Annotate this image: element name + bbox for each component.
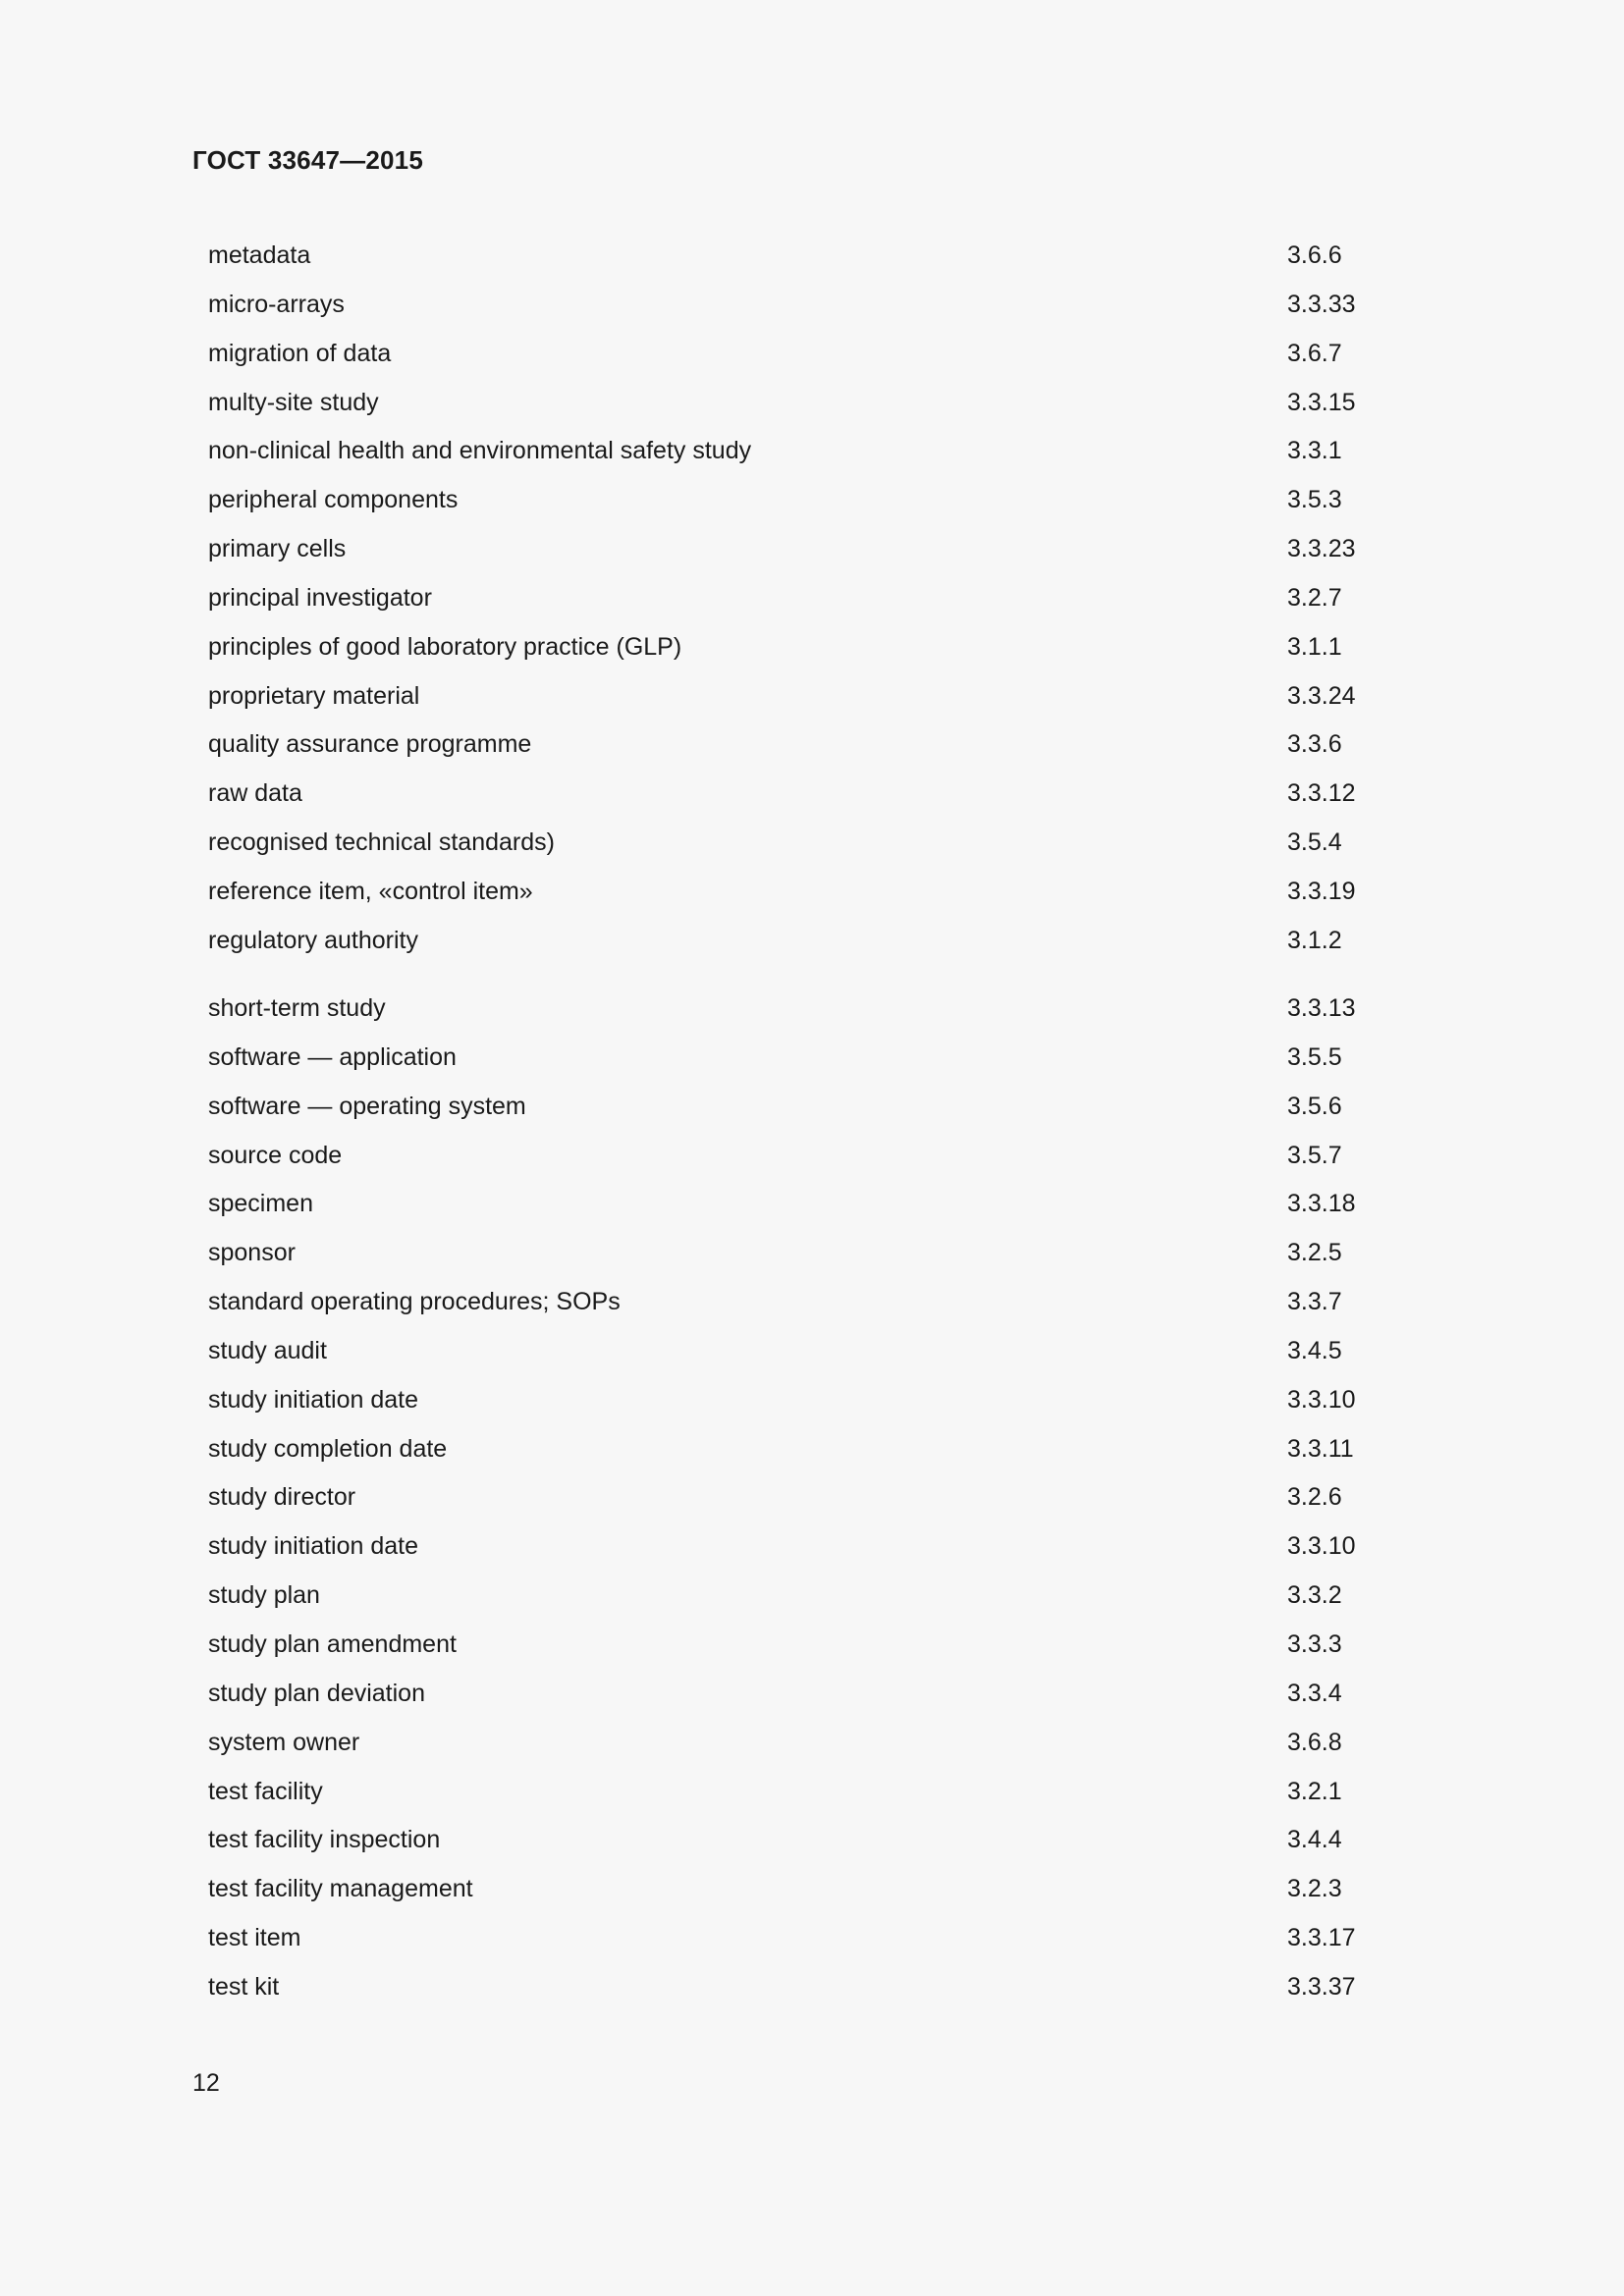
- index-entry: [208, 672, 1406, 721]
- index-entry: [208, 1425, 1406, 1474]
- index-entry: [208, 721, 1406, 770]
- index-reference: 3.3.2: [1287, 1581, 1342, 1610]
- index-entry: [208, 1914, 1406, 1963]
- index-reference: 3.3.24: [1287, 681, 1356, 710]
- index-entry: [208, 1572, 1406, 1621]
- index-term: primary cells: [208, 535, 347, 563]
- index-term: micro-arrays: [208, 290, 345, 318]
- index-term: recognised technical standards): [208, 828, 555, 857]
- index-reference: 3.3.4: [1287, 1679, 1342, 1707]
- index-entry: [208, 770, 1406, 819]
- index-entry: [208, 1963, 1406, 2012]
- index-term: study initiation date: [208, 1385, 419, 1414]
- index-reference: 3.5.5: [1287, 1042, 1342, 1071]
- index-reference: 3.6.6: [1287, 241, 1342, 269]
- index-entry: [208, 1768, 1406, 1817]
- index-entry: [208, 1621, 1406, 1670]
- index-term: study plan: [208, 1581, 320, 1610]
- index-entry: [208, 1376, 1406, 1425]
- index-reference: 3.3.33: [1287, 290, 1356, 318]
- index-term: non-clinical health and environmental safety study: [208, 437, 752, 465]
- index-term: specimen: [208, 1190, 313, 1218]
- index-term: study plan amendment: [208, 1629, 457, 1658]
- index-entry: [208, 868, 1406, 917]
- index-entry: [208, 985, 1406, 1034]
- index-entry: [208, 917, 1406, 966]
- index-reference: 3.3.12: [1287, 779, 1356, 808]
- page-header-title: ГОСТ 33647—2015: [192, 145, 423, 175]
- index-entry: [208, 525, 1406, 574]
- index-reference: 3.3.19: [1287, 877, 1356, 905]
- index-term: migration of data: [208, 339, 392, 367]
- index-reference: 3.1.2: [1287, 926, 1342, 954]
- index-reference: 3.3.15: [1287, 388, 1356, 416]
- index-reference: 3.5.4: [1287, 828, 1342, 857]
- index-term: study completion date: [208, 1434, 448, 1463]
- index-term: multy-site study: [208, 388, 379, 416]
- index-term: test facility management: [208, 1875, 473, 1903]
- index-term: short-term study: [208, 994, 386, 1022]
- index-term: regulatory authority: [208, 926, 419, 954]
- index-reference: 3.2.5: [1287, 1239, 1342, 1267]
- index-term: standard operating procedures; SOPs: [208, 1288, 621, 1316]
- index-entry: [208, 1278, 1406, 1327]
- index-entry: [208, 1229, 1406, 1278]
- index-entry: [208, 1719, 1406, 1768]
- index-reference: 3.6.7: [1287, 339, 1342, 367]
- index-entry: [208, 623, 1406, 672]
- page-number: 12: [192, 2069, 220, 2097]
- index-term: test item: [208, 1924, 301, 1952]
- index-reference: 3.3.7: [1287, 1288, 1342, 1316]
- index-reference: 3.3.17: [1287, 1924, 1356, 1952]
- index-reference: 3.3.6: [1287, 730, 1342, 759]
- index-reference: 3.3.1: [1287, 437, 1342, 465]
- index-entry: [208, 379, 1406, 428]
- index-entry: [208, 232, 1406, 281]
- index-reference: 3.3.13: [1287, 994, 1356, 1022]
- index-term: study initiation date: [208, 1532, 419, 1561]
- term-index-group: [208, 232, 1406, 966]
- index-reference: 3.3.10: [1287, 1532, 1356, 1561]
- index-reference: 3.3.18: [1287, 1190, 1356, 1218]
- index-term: reference item, «control item»: [208, 877, 533, 905]
- index-reference: 3.4.5: [1287, 1336, 1342, 1364]
- index-reference: 3.2.6: [1287, 1483, 1342, 1512]
- index-reference: 3.2.1: [1287, 1777, 1342, 1805]
- index-term: sponsor: [208, 1239, 296, 1267]
- index-term: principal investigator: [208, 583, 432, 612]
- index-reference: 3.3.10: [1287, 1385, 1356, 1414]
- index-reference: 3.6.8: [1287, 1728, 1342, 1756]
- index-term: peripheral components: [208, 486, 459, 514]
- index-term: test facility: [208, 1777, 323, 1805]
- index-term: principles of good laboratory practice (GLP): [208, 632, 682, 661]
- index-entry: [208, 819, 1406, 868]
- index-entry: [208, 1522, 1406, 1572]
- index-term: study plan deviation: [208, 1679, 425, 1707]
- index-reference: 3.2.7: [1287, 583, 1342, 612]
- index-term: metadata: [208, 241, 311, 269]
- index-entry: [208, 427, 1406, 476]
- index-reference: 3.3.11: [1287, 1434, 1354, 1463]
- index-reference: 3.5.7: [1287, 1141, 1342, 1169]
- index-term: quality assurance programme: [208, 730, 532, 759]
- index-term: system owner: [208, 1728, 360, 1756]
- index-entry: [208, 1180, 1406, 1229]
- index-entry: [208, 1034, 1406, 1083]
- index-entry: [208, 1327, 1406, 1376]
- index-entry: [208, 1670, 1406, 1719]
- index-reference: 3.4.4: [1287, 1826, 1342, 1854]
- index-term: proprietary material: [208, 681, 420, 710]
- index-entry: [208, 1865, 1406, 1914]
- index-term: test facility inspection: [208, 1826, 441, 1854]
- index-term: study director: [208, 1483, 356, 1512]
- term-index-group: [208, 985, 1406, 2012]
- index-entry: [208, 574, 1406, 623]
- index-entry: [208, 281, 1406, 330]
- index-entry: [208, 1132, 1406, 1181]
- index-reference: 3.2.3: [1287, 1875, 1342, 1903]
- index-entry: [208, 1083, 1406, 1132]
- index-term: raw data: [208, 779, 302, 808]
- index-term: source code: [208, 1141, 343, 1169]
- index-reference: 3.1.1: [1287, 632, 1342, 661]
- index-entry: [208, 1473, 1406, 1522]
- index-term: study audit: [208, 1336, 327, 1364]
- index-reference: 3.5.6: [1287, 1092, 1342, 1120]
- index-term: test kit: [208, 1972, 280, 2001]
- index-entry: [208, 330, 1406, 379]
- index-entry: [208, 476, 1406, 525]
- index-reference: 3.3.23: [1287, 535, 1356, 563]
- index-term: software — application: [208, 1042, 457, 1071]
- index-reference: 3.3.3: [1287, 1629, 1342, 1658]
- index-entry: [208, 1816, 1406, 1865]
- index-reference: 3.3.37: [1287, 1972, 1356, 2001]
- index-reference: 3.5.3: [1287, 486, 1342, 514]
- index-term: software — operating system: [208, 1092, 526, 1120]
